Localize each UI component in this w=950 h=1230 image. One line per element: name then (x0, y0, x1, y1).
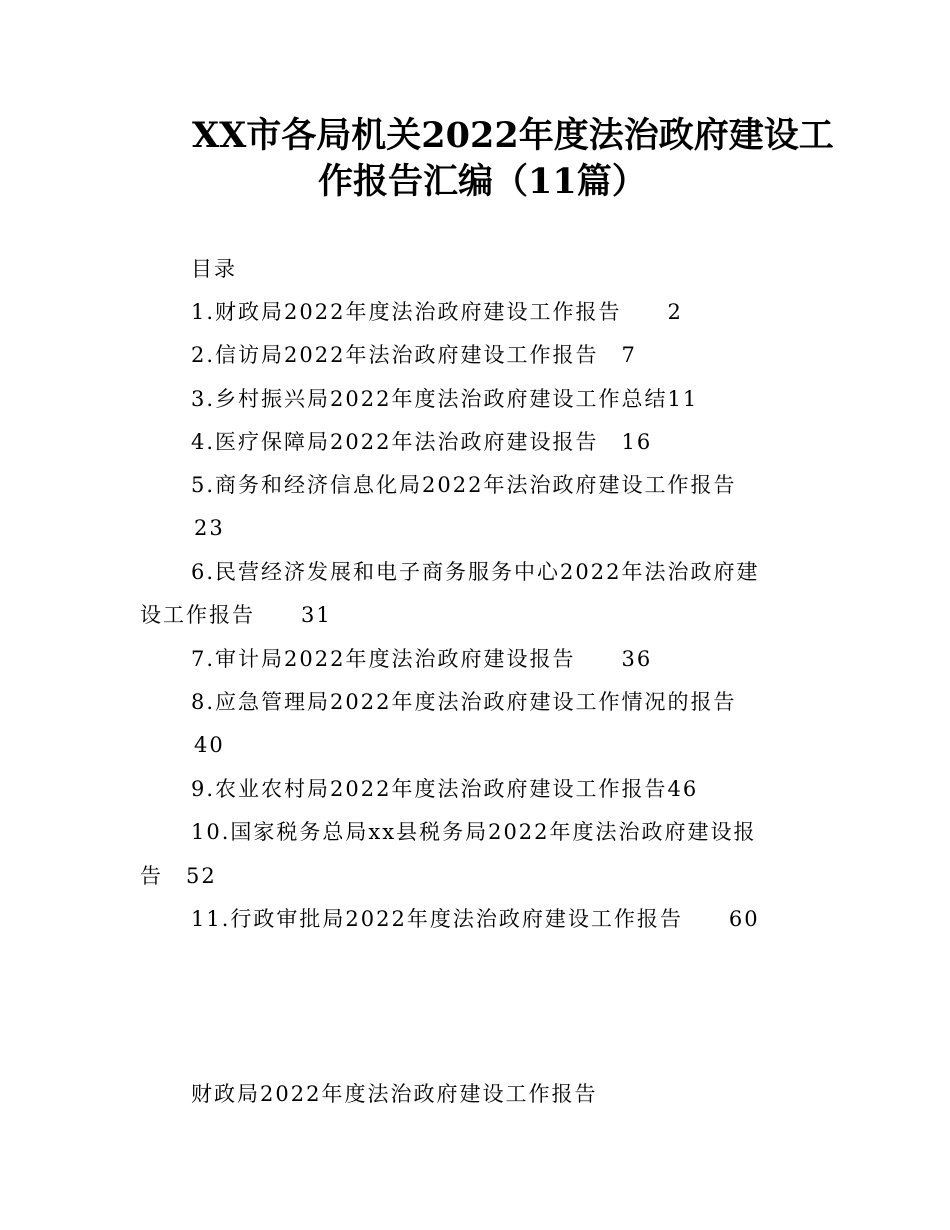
toc-entry: 1.财政局2022年度法治政府建设工作报告 2 (191, 300, 683, 324)
toc-entry: 10.国家税务总局xx县税务局2022年度法治政府建设报 (191, 820, 757, 844)
toc-entry: 11.行政审批局2022年度法治政府建设工作报告 60 (191, 907, 760, 931)
toc-entry: 4.医疗保障局2022年法治政府建设报告 16 (191, 430, 653, 454)
toc-entry-continuation: 告 52 (140, 864, 217, 888)
toc-entry: 8.应急管理局2022年度法治政府建设工作情况的报告 (191, 690, 737, 714)
toc-entry: 6.民营经济发展和电子商务服务中心2022年法治政府建 (191, 560, 760, 584)
title-line-1: XX市各局机关2022年度法治政府建设工 (192, 115, 834, 156)
toc-entry-page: 23 (194, 516, 225, 540)
toc-entry: 5.商务和经济信息化局2022年法治政府建设工作报告 (191, 473, 737, 497)
toc-entry: 2.信访局2022年法治政府建设工作报告 7 (191, 343, 637, 367)
toc-entry-page: 40 (194, 733, 225, 757)
toc-entry: 3.乡村振兴局2022年度法治政府建设工作总结11 (191, 387, 699, 411)
title-line-2: 作报告汇编（11篇） (318, 161, 647, 202)
toc-entry-continuation: 设工作报告 31 (140, 603, 332, 627)
toc-heading: 目录 (191, 257, 237, 281)
section-heading: 财政局2022年度法治政府建设工作报告 (191, 1082, 598, 1106)
toc-entry: 9.农业农村局2022年度法治政府建设工作报告46 (191, 777, 699, 801)
toc-entry: 7.审计局2022年度法治政府建设报告 36 (191, 647, 653, 671)
